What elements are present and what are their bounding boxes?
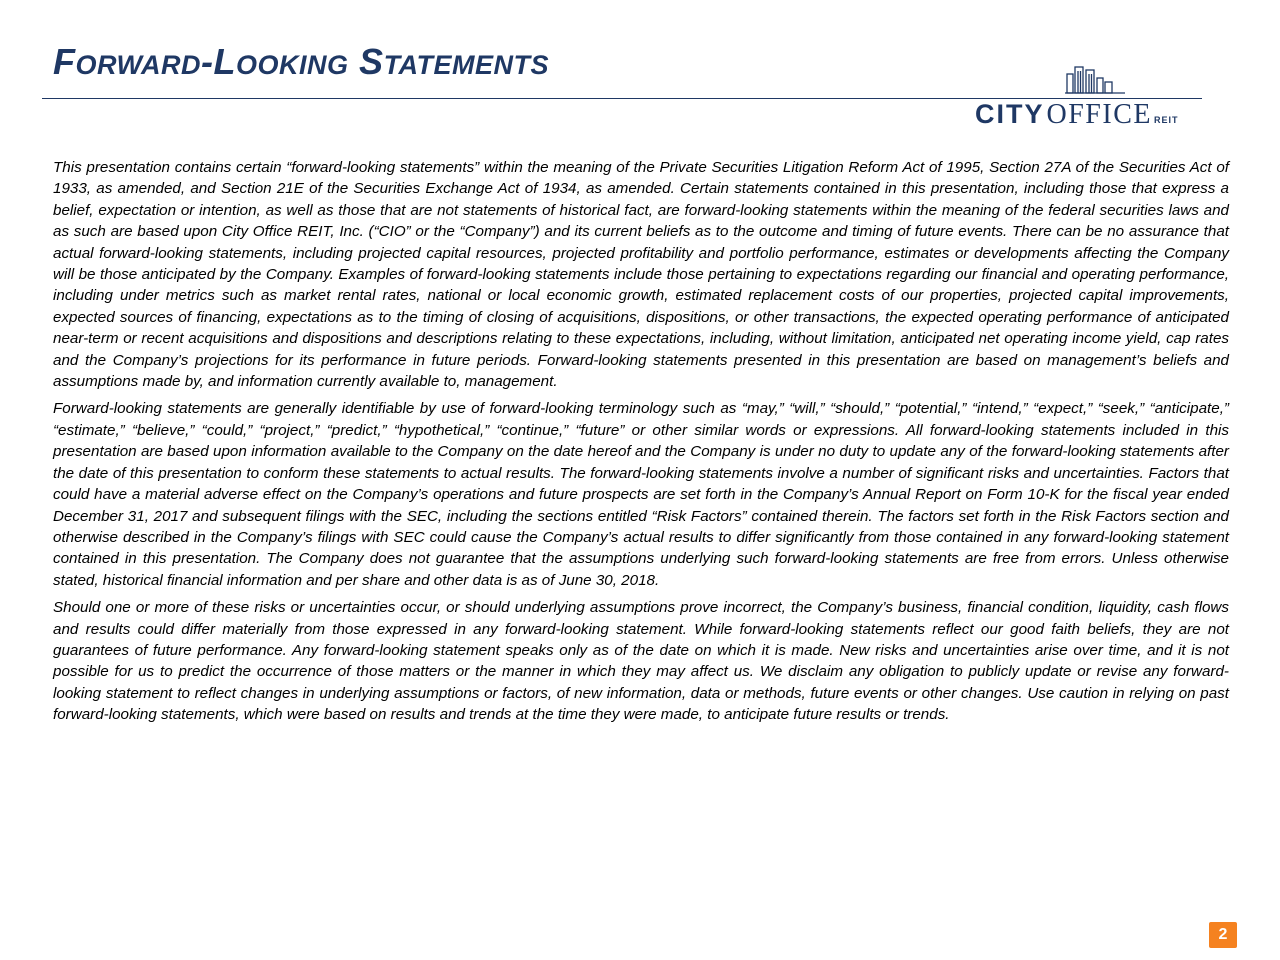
- disclaimer-body: [53, 157, 1229, 732]
- logo-city-text: CITY: [975, 99, 1045, 129]
- company-logo: [975, 64, 1205, 130]
- logo-office-text: OFFICE: [1046, 99, 1152, 130]
- page-number-badge: 2: [1209, 922, 1237, 948]
- logo-reit-text: REIT: [1153, 115, 1179, 125]
- city-skyline-icon: [1065, 64, 1125, 94]
- paragraph-forward-looking-intro: This presentation contains certain “forward-looking statements” within the meaning of the Private Securities Litigation Reform Act of 1995, Section 27A of the Securities Act of 1933, as amended, and Section 21E of the Securities Exchange Act of 1934, as amended. Certain statements contained in this presentation, including those that express a belief, expectation or intention, as well as those that are not statements of historical fact, are forward-looking statements within the meaning of the federal securities laws and as such are based upon City Office REIT, Inc. (“CIO” or the “Company”) and its current beliefs as to the outcome and timing of future events. There can be no assurance that actual forward-looking statements, including projected capital resources, projected profitability and portfolio performance, estimates or developments affecting the Company will be those anticipated by the Company. Examples of forward-looking statements include those pertaining to expectations regarding our financial and operating performance, including under metrics such as market rental rates, national or local economic growth, estimated replacement costs of our properties, projected capital improvements, expected sources of financing, expectations as to the timing of closing of acquisitions, dispositions, or other transactions, the expected operating performance of anticipated near-term or recent acquisitions and dispositions and descriptions relating to these expectations, including, without limitation, anticipated net operating income yield, cap rates and the Company’s projections for its performance in future periods. Forward-looking statements presented in this presentation are based on management’s beliefs and assumptions made by, and information currently available to, management.: [53, 159, 1229, 391]
- paragraph-terminology: Forward-looking statements are generally identifiable by use of forward-looking terminology such as “may,” “will,” “should,” “potential,” “intend,” “expect,” “seek,” “anticipate,” “estimate,” “believe,” “could,” “project,” “predict,” “hypothetical,” “continue,” “future” or other similar words or expressions. All forward-looking statements included in this presentation are based upon information available to the Company on the date hereof and the Company is under no duty to update any of the forward-looking statements after the date of this presentation to conform these statements to actual results. The forward-looking statements involve a number of significant risks and uncertainties. Factors that could have a material adverse effect on the Company’s operations and future prospects are set forth in the Company’s Annual Report on Form 10-K for the fiscal year ended December 31, 2017 and subsequent filings with the SEC, including the sections entitled “Risk Factors” contained therein. The factors set forth in the Risk Factors section and otherwise described in the Company’s filings with SEC could cause the Company’s actual results to differ significantly from those contained in any forward-looking statement contained in this presentation. The Company does not guarantee that the assumptions underlying such forward-looking statements are free from errors. Unless otherwise stated, historical financial information and per share and other data is as of June 30, 2018.: [53, 400, 1229, 589]
- logo-wordmark: [975, 100, 1179, 134]
- paragraph-risks: Should one or more of these risks or uncertainties occur, or should underlying assumptions prove incorrect, the Company’s business, financial condition, liquidity, cash flows and results could differ materially from those expressed in any forward-looking statement. While forward-looking statements reflect our good faith beliefs, they are not guarantees of future performance. Any forward-looking statement speaks only as of the date on which it is made. New risks and uncertainties arise over time, and it is not possible for us to predict the occurrence of those matters or the manner in which they may affect us. We disclaim any obligation to publicly update or revise any forward-looking statement to reflect changes in underlying assumptions or factors, of new information, data or methods, future events or other changes. Use caution in relying on past forward-looking statements, which were based on results and trends at the time they were made, to anticipate future results or trends.: [53, 599, 1229, 724]
- page-title: FORWARD-LOOKING STATEMENTS: [53, 41, 550, 82]
